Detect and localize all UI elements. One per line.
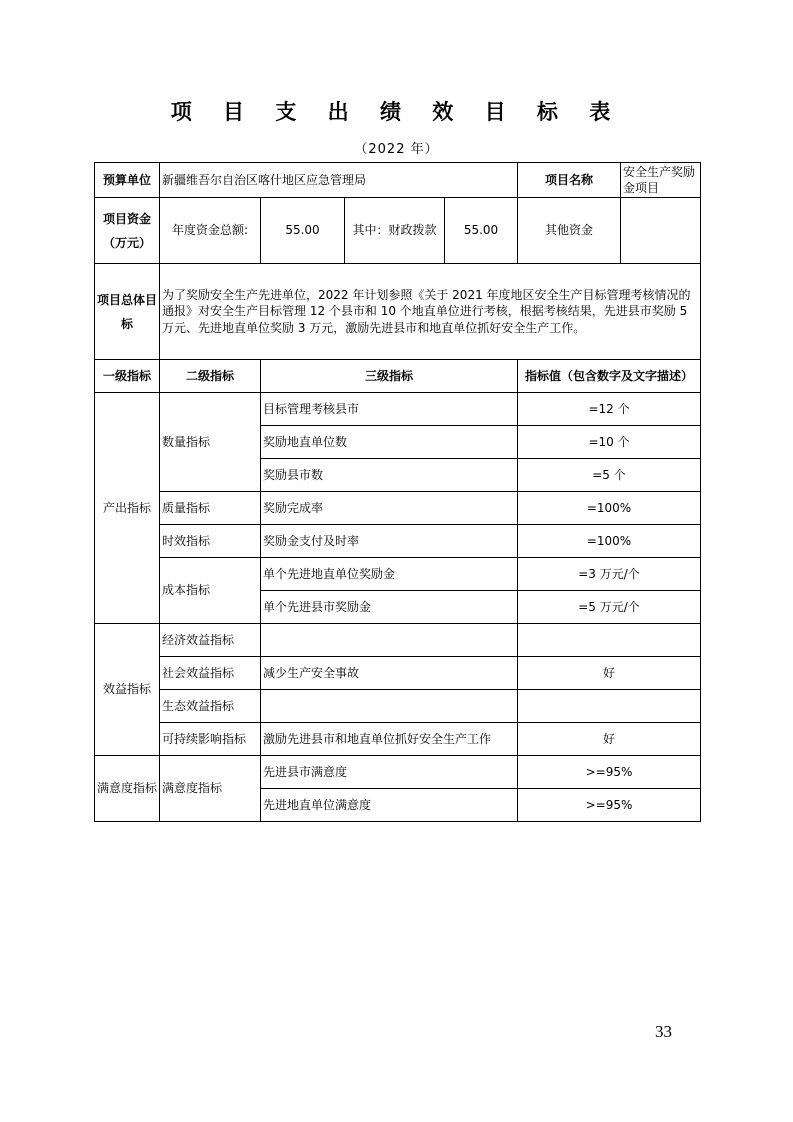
indicator-name: 减少生产安全事故: [261, 657, 518, 690]
page-title: 项 目 支 出 绩 效 目 标 表: [170, 100, 623, 124]
table-row: [95, 657, 701, 690]
project-name-value: 安全生产奖励金项目: [621, 163, 701, 198]
indicator-name: 奖励地直单位数: [261, 426, 518, 459]
budget-unit-label: 预算单位: [95, 163, 160, 198]
satisfaction-sub-label: 满意度指标: [160, 756, 261, 822]
satisfaction-indicator-label: 满意度指标: [95, 756, 160, 822]
indicator-name: 奖励金支付及时率: [261, 525, 518, 558]
indicator-value: 好: [518, 657, 701, 690]
output-indicator-label: 产出指标: [95, 393, 160, 624]
indicator-value: >=95%: [518, 756, 701, 789]
fiscal-value: 55.00: [445, 198, 518, 264]
year-note: （2022 年）: [354, 142, 439, 157]
page-number: 33: [655, 1022, 672, 1041]
indicator-value: >=95%: [518, 789, 701, 822]
annual-total-value: 55.00: [261, 198, 345, 264]
table-row: [95, 558, 701, 591]
indicator-value: =100%: [518, 492, 701, 525]
indicator-value: =10 个: [518, 426, 701, 459]
col-value-header: 指标值（包含数字及文字描述）: [518, 360, 701, 393]
table-row: [95, 393, 701, 426]
overall-goal-text: 为了奖励安全生产先进单位，2022 年计划参照《关于 2021 年度地区安全生产目标管理考核情况的通报》对安全生产目标管理 12 个县市和 10 个地直单位进行考核，根据考核结果，先进县市奖励 5 万元、先进地直单位奖励 3 万元，激励先进县市和地直单位抓好安全生产工作。: [160, 264, 701, 360]
indicator-name: [261, 624, 518, 657]
indicator-name: 激励先进县市和地直单位抓好安全生产工作: [261, 723, 518, 756]
indicator-value: [518, 690, 701, 723]
col-level3-header: 三级指标: [261, 360, 518, 393]
indicator-name: 单个先进地直单位奖励金: [261, 558, 518, 591]
other-funds-label: 其他资金: [518, 198, 621, 264]
overall-goal-row: [95, 264, 701, 360]
project-name-label: 项目名称: [518, 163, 621, 198]
overall-goal-label: 项目总体目标: [95, 264, 160, 360]
indicator-name: 单个先进县市奖励金: [261, 591, 518, 624]
benefit-indicator-label: 效益指标: [95, 624, 160, 756]
indicator-name: 奖励完成率: [261, 492, 518, 525]
ecological-benefit-label: 生态效益指标: [160, 690, 261, 723]
cost-indicator-label: 成本指标: [160, 558, 261, 624]
table-row: [95, 624, 701, 657]
indicator-name: 先进县市满意度: [261, 756, 518, 789]
col-level1-header: 一级指标: [95, 360, 160, 393]
quality-indicator-label: 质量指标: [160, 492, 261, 525]
social-benefit-label: 社会效益指标: [160, 657, 261, 690]
indicator-value: =12 个: [518, 393, 701, 426]
indicator-value: =100%: [518, 525, 701, 558]
budget-unit-value: 新疆维吾尔自治区喀什地区应急管理局: [160, 163, 518, 198]
column-header-row: [95, 360, 701, 393]
indicator-value: =3 万元/个: [518, 558, 701, 591]
indicator-name: [261, 690, 518, 723]
indicator-name: 奖励县市数: [261, 459, 518, 492]
table-row: [95, 525, 701, 558]
table-row: [95, 756, 701, 789]
performance-target-table: [94, 162, 701, 822]
economic-benefit-label: 经济效益指标: [160, 624, 261, 657]
indicator-value: [518, 624, 701, 657]
header-row: [95, 163, 701, 198]
timeliness-indicator-label: 时效指标: [160, 525, 261, 558]
indicator-value: =5 个: [518, 459, 701, 492]
table-row: [95, 723, 701, 756]
quantity-indicator-label: 数量指标: [160, 393, 261, 492]
col-level2-header: 二级指标: [160, 360, 261, 393]
table-row: [95, 492, 701, 525]
funds-row: [95, 198, 701, 264]
funds-label: 项目资金 （万元）: [95, 198, 160, 264]
indicator-value: =5 万元/个: [518, 591, 701, 624]
other-funds-value: [621, 198, 701, 264]
table-row: [95, 690, 701, 723]
indicator-name: 先进地直单位满意度: [261, 789, 518, 822]
indicator-value: 好: [518, 723, 701, 756]
sustainable-impact-label: 可持续影响指标: [160, 723, 261, 756]
annual-total-label: 年度资金总额:: [160, 198, 261, 264]
indicator-name: 目标管理考核县市: [261, 393, 518, 426]
fiscal-label: 其中：财政拨款: [345, 198, 445, 264]
